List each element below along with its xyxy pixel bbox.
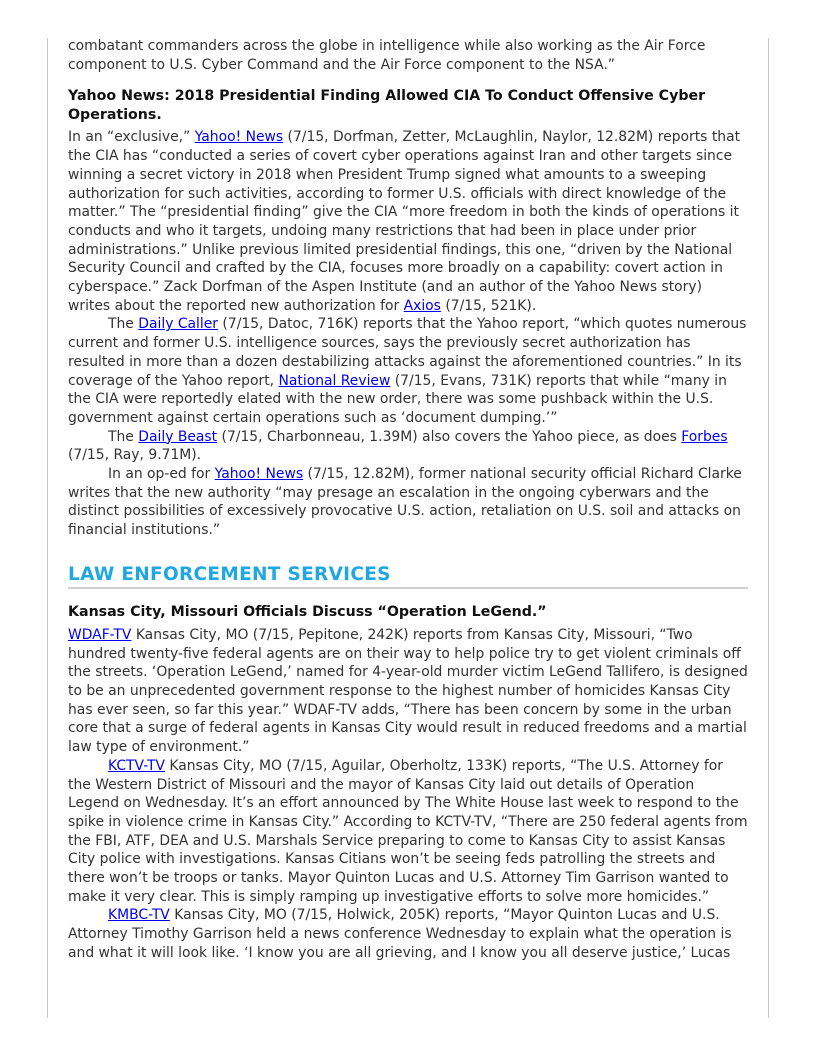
page-border-right — [768, 38, 769, 1018]
story1-paragraph-1: In an “exclusive,” Yahoo! News (7/15, Dorfman, Zetter, McLaughlin, Naylor, 12.82M) reports that the CIA has “conducted a series of covert cyber operations against Iran and other targets since winning a secret victory in 2018 when President Trump signed what amounts to a sweeping authorization for such activities, according to former U.S. officials with direct knowledge of the matter.” The “presidential finding” give the CIA “more freedom in both the kinds of operations it conducts and who it targets, undoing many restrictions that had been in place under prior administrations.” Unlike previous limited presidential findings, this one, “driven by the National Security Council and crafted by the CIA, focuses more broadly on a capability: covert action in cyberspace.” Zack Dorfman of the Aspen Institute (and an author of the Yahoo News story) writes about the reported new authorization for Axios (7/15, 521K). — [68, 129, 741, 314]
intro-paragraph: combatant commanders across the globe in intelligence while also working as the Air Force component to U.S. Cyber Command and the Air Force component to the NSA.” — [68, 38, 706, 73]
story-headline-operation-legend: Kansas City, Missouri Officials Discuss “Operation LeGend.” — [68, 603, 547, 620]
link-wdaf-tv[interactable]: WDAF-TV — [68, 626, 132, 643]
page-border-left — [47, 38, 48, 1018]
link-daily-beast[interactable]: Daily Beast — [138, 428, 218, 445]
story1-paragraph-2: The Daily Caller (7/15, Datoc, 716K) reports that the Yahoo report, “which quotes numerous current and former U.S. intelligence sources, says the previously secret authorization has resulted in more than a dozen destabilizing attacks against the aforementioned countries.” In its coverage of the Yahoo report, National Review (7/15, Evans, 731K) reports that while “many in the CIA were reportedly elated with the new order, there was some pushback within the U.S. government against certain operations such as ‘document dumping.’” — [68, 316, 747, 426]
link-national-review[interactable]: National Review — [278, 372, 391, 389]
link-daily-caller[interactable]: Daily Caller — [138, 316, 219, 333]
section-title-law-enforcement: LAW ENFORCEMENT SERVICES — [68, 564, 748, 589]
link-kctv-tv[interactable]: KCTV-TV — [108, 757, 165, 774]
story1-paragraph-4: In an op-ed for Yahoo! News (7/15, 12.82M), former national security official Richard Clarke writes that the new authority “may presage an escalation in the ongoing cyberwars and the distinct possibilities of excessively provocative U.S. action, retaliation on U.S. soil and attacks on financial institutions.” — [68, 466, 742, 539]
story-headline-cia-cyber: Yahoo News: 2018 Presidential Finding Allowed CIA To Conduct Offensive Cyber Operations. — [68, 88, 706, 124]
story2-paragraph-2: KCTV-TV Kansas City, MO (7/15, Aguilar, Oberholtz, 133K) reports, “The U.S. Attorney for the Western District of Missouri and the mayor of Kansas City laid out details of Operation Legend on Wednesday. It’s an effort announced by The White House last week to respond to the spike in violence crime in Kansas City.” According to KCTV-TV, “There are 250 federal agents from the FBI, ATF, DEA and U.S. Marshals Service preparing to come to Kansas City to assist Kansas City police with investigations. Kansas Citians won’t be seeing feds patrolling the streets and there won’t be troops or tanks. Mayor Quinton Lucas and U.S. Attorney Tim Garrison wanted to make it very clear. This is simply ramping up investigative efforts to solve more homicides.” — [68, 757, 748, 905]
link-forbes[interactable]: Forbes — [681, 428, 728, 445]
story2-paragraph-1: WDAF-TV Kansas City, MO (7/15, Pepitone, 242K) reports from Kansas City, Missouri, “Two hundred twenty-five federal agents are on their way to help police try to get violent criminals off the streets. ‘Operation LeGend,’ named for 4-year-old murder victim LeGend Tallifero, is designed to be an unprecedented government response to the highest number of homicides Kansas City has ever seen, so far this year.” WDAF-TV adds, “There has been concern by some in the urban core that a surge of federal agents in Kansas City would result in reduced freedoms and a martial law type of environment.” — [68, 626, 748, 756]
link-yahoo-news[interactable]: Yahoo! News — [194, 129, 284, 146]
link-axios[interactable]: Axios — [403, 297, 441, 314]
document-body — [68, 37, 748, 963]
link-yahoo-news-oped[interactable]: Yahoo! News — [214, 466, 304, 483]
link-kmbc-tv[interactable]: KMBC-TV — [108, 907, 170, 924]
story1-paragraph-3: The Daily Beast (7/15, Charbonneau, 1.39M) also covers the Yahoo piece, as does Forbes (7/15, Ray, 9.71M). — [68, 428, 728, 464]
story2-paragraph-3: KMBC-TV Kansas City, MO (7/15, Holwick, 205K) reports, “Mayor Quinton Lucas and U.S. Attorney Timothy Garrison held a news conference Wednesday to explain what the operation is and what it will look like. ‘I know you are all grieving, and I know you all deserve justice,’ Lucas — [68, 907, 732, 961]
